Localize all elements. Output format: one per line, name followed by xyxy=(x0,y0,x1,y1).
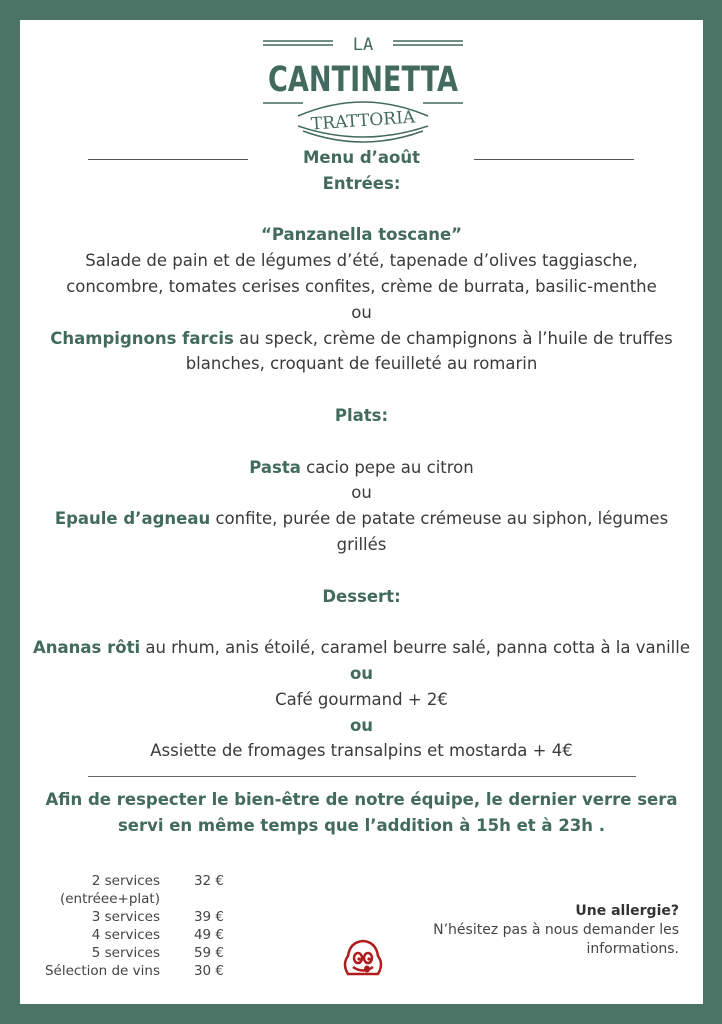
price-label: 4 services xyxy=(91,927,160,943)
price-row xyxy=(30,926,224,944)
section-entrees: Entrées: xyxy=(322,173,401,193)
michelin-bib-gourmand-icon xyxy=(340,938,386,980)
restaurant-logo xyxy=(258,28,468,143)
menu-page xyxy=(20,20,703,1004)
price-label: Sélection de vins xyxy=(44,963,160,979)
plat-1-name: Pasta xyxy=(249,457,301,477)
dessert-3: Assiette de fromages transalpins et mostarda + 4€ xyxy=(150,741,573,761)
divider xyxy=(88,159,248,160)
entree-2 xyxy=(20,326,703,352)
allergy-text: informations. xyxy=(586,941,679,957)
dessert-1-desc: au rhum, anis étoilé, caramel beurre salé, panna cotta à la vanille xyxy=(140,638,690,658)
price-label: 3 services xyxy=(91,909,160,925)
price-value: 49 € xyxy=(193,927,224,943)
menu-title: Menu d’août xyxy=(302,148,421,167)
menu-content xyxy=(20,145,703,839)
or-text: ou xyxy=(351,483,372,503)
section-dessert: Dessert: xyxy=(322,586,401,606)
entree-2-desc: au speck, crème de champignons à l’huile de truffes xyxy=(233,328,673,348)
price-value: 32 € xyxy=(193,873,224,889)
dessert-1 xyxy=(20,635,703,661)
divider xyxy=(474,159,634,160)
section-plats: Plats: xyxy=(334,405,389,425)
plat-2-name: Epaule d’agneau xyxy=(54,509,211,529)
or-text: ou xyxy=(349,715,374,735)
price-label: (entréee+plat) xyxy=(59,891,160,907)
allergy-title: Une allergie? xyxy=(575,903,679,919)
logo-name: CANTINETTA xyxy=(268,60,458,100)
dessert-2: Café gourmand + 2€ xyxy=(275,689,448,709)
divider xyxy=(88,776,636,777)
entree-1-desc: concombre, tomates cerises confites, crème de burrata, basilic-menthe xyxy=(66,276,657,296)
plat-2-desc: grillés xyxy=(336,534,387,554)
dessert-1-name: Ananas rôti xyxy=(33,638,141,658)
logo-sub: TRATTORIA xyxy=(310,107,416,135)
plat-2 xyxy=(20,506,703,532)
price-value: 59 € xyxy=(193,945,224,961)
price-row xyxy=(30,944,224,962)
price-row xyxy=(30,908,224,926)
price-value xyxy=(160,890,224,908)
price-row xyxy=(30,872,224,890)
price-row xyxy=(30,962,224,980)
plat-2-desc: confite, purée de patate crémeuse au siphon, légumes xyxy=(210,509,669,529)
price-value: 30 € xyxy=(193,963,224,979)
price-label: 5 services xyxy=(91,945,160,961)
or-text: ou xyxy=(351,302,372,322)
logo-la: LA xyxy=(352,35,374,55)
plat-1-desc: cacio pepe au citron xyxy=(300,457,474,477)
notice-line: servi en même temps que l’addition à 15h et à 23h . xyxy=(117,816,606,836)
allergy-text: N’hésitez pas à nous demander les xyxy=(433,922,679,938)
or-text: ou xyxy=(349,663,374,683)
price-label: 2 services xyxy=(91,873,160,889)
allergy-note xyxy=(433,902,679,959)
entree-1-desc: Salade de pain et de légumes d’été, tapenade d’olives taggiasche, xyxy=(85,251,638,271)
entree-2-name: Champignons farcis xyxy=(50,328,234,348)
entree-2-desc: blanches, croquant de feuilleté au romarin xyxy=(185,354,538,374)
plat-1 xyxy=(20,455,703,481)
entree-1-name: “Panzanella toscane” xyxy=(261,225,462,245)
price-value: 39 € xyxy=(193,909,224,925)
notice-line: Afin de respecter le bien-être de notre équipe, le dernier verre sera xyxy=(45,790,678,810)
price-row xyxy=(30,890,224,908)
price-list xyxy=(30,872,224,980)
